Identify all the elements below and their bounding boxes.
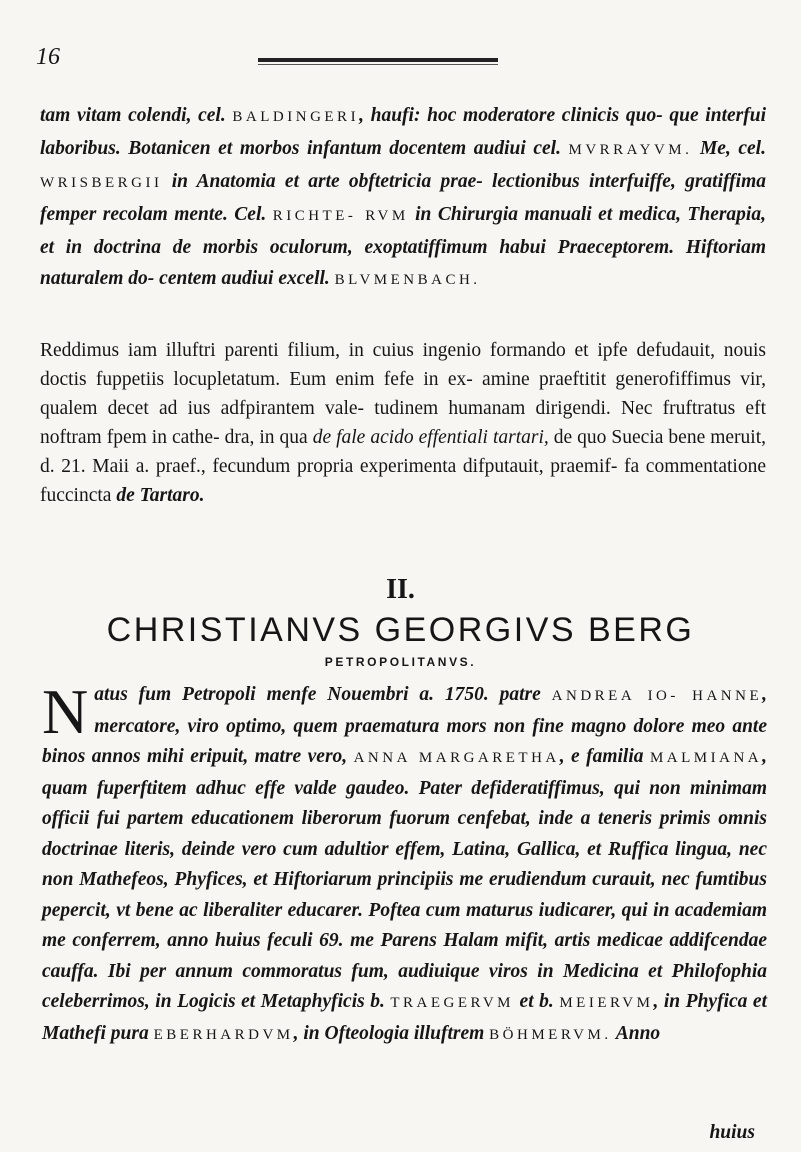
proper-name: TRAEGERVM <box>390 995 515 1011</box>
text-run: Me, cel. <box>692 138 766 159</box>
text-run: in Chirurgia manuali et medica, Therapia, et in doctrina de morbis oculorum, exoptatiffimum habui Praeceptorem. Hiftoriam naturalem do- centem audiui excell. <box>40 204 766 289</box>
header-rule-thin <box>258 64 498 65</box>
header-rule <box>258 58 498 62</box>
text-run: , in Ofteologia illuftrem <box>293 1022 490 1044</box>
text-run: atus fum Petropoli menfe Nouembri a. 1750. patre <box>94 684 552 705</box>
text-run: , mercatore, viro optimo, quem praematura mors non fine magno dolore meo ante binos annos mihi eripuit, matre vero, <box>42 684 767 767</box>
text-run: Anno <box>611 1022 661 1044</box>
paragraph-teachers <box>40 100 766 296</box>
proper-name: ANNA MARGARETHA <box>353 750 560 766</box>
proper-name: RICHTE- RVM <box>272 208 409 224</box>
paragraph-biography <box>42 676 767 1050</box>
section-number: II. <box>386 574 415 605</box>
proper-name: MEIERVM <box>559 995 654 1011</box>
page-number: 16 <box>36 44 60 70</box>
proper-name: MALMIANA <box>649 750 763 766</box>
proper-name: EBERHARDVM <box>153 1026 294 1043</box>
text-run: , haufi: hoc moderatore clinicis quo- que interfui laboribus. Botanicen et morbos infantum docentem audiui cel. <box>40 105 766 159</box>
proper-name: MVRRAYVM. <box>568 142 693 158</box>
text-run: in Anatomia et arte obftetricia prae- lectionibus interfuiffe, gratiffima femper recolam mente. Cel. <box>40 171 766 225</box>
text-run: , in Phyfica et Mathefi pura <box>42 991 767 1044</box>
drop-cap: N <box>42 676 89 747</box>
author-name-heading: CHRISTIANVS GEORGIVS BERG <box>106 611 695 649</box>
text-run: , e familia <box>559 746 650 767</box>
proper-name: ANDREA IO- HANNE <box>551 688 763 704</box>
proper-name: WRISBERGII <box>40 175 163 191</box>
proper-name: BÖHMERVM. <box>489 1026 612 1043</box>
catchword: huius <box>709 1122 755 1143</box>
proper-name: BLVMENBACH. <box>334 272 481 288</box>
author-origin-subheading: PETROPOLITANVS. <box>324 655 477 669</box>
proper-name: BALDINGERI <box>232 109 360 125</box>
text-run: tam vitam colendi, cel. <box>40 105 233 126</box>
paragraph-dissertation: Reddimus iam illuftri parenti filium, in cuius ingenio formando et ipfe defudauit, nouis doctis fuppetiis locupletatum. Eum enim fefe in ex- amine praeftitit generofiffimus vir, qualem decet ad ius adfpirantem vale- tudinem humanam dirigendi. Nec fruftratus eft noftram fpem in cathe- dra, in qua de fale acido effentiali tartari, de quo Suecia bene meruit, d. 21. Maii a. praef., fecundum propria experimenta difputauit, praemif- fa commentatione fuccincta de Tartaro. <box>40 340 766 506</box>
text-run: et b. <box>514 991 560 1012</box>
text-run: , quam fuperftitem adhuc effe valde gaudeo. Pater defideratiffimus, qui non minimam officii fui partem educationem liberorum fuorum cenfebat, inde a teneris primis omnis doctrinae literis, deinde vero cum adultior effem, Latina, Gallica, et Ruffica lingua, nec non Mathefeos, Phyfices, et Hiftoriarum principiis me erudiendum curauit, nec fumtibus pepercit, vt bene ac liberaliter educarer. Poftea cum maturus iudicarer, qui in academiam me conferrem, anno huius feculi 69. me Parens Halam mifit, artis medicae addifcendae cauffa. Ibi per annum commoratus fum, audiuique viros in Medicina et Philofophia celeberrimos, in Logicis et Metaphyficis b. <box>42 746 767 1012</box>
